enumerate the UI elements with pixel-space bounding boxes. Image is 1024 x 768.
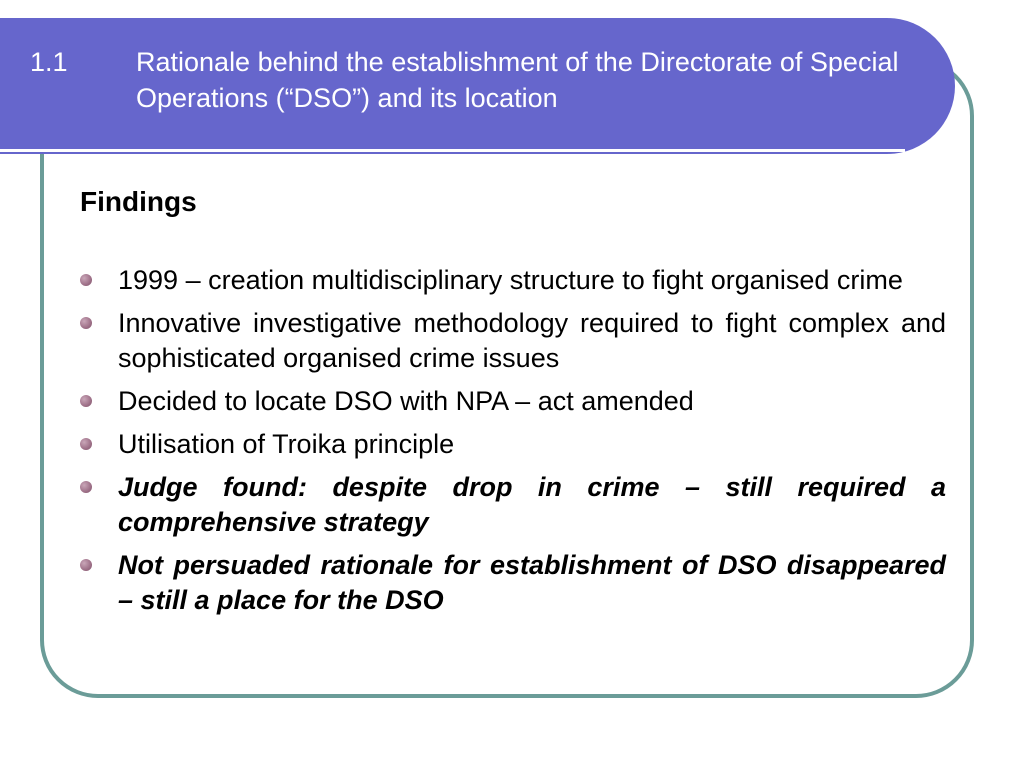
bullet-icon [80, 317, 92, 329]
findings-list [80, 263, 946, 626]
bullet-text: Judge found: despite drop in crime – still required a comprehensive strategy [118, 472, 946, 537]
bullet-item [80, 470, 946, 540]
bullet-icon [80, 481, 92, 493]
bullet-text: Innovative investigative methodology required to fight complex and sophisticated organised crime issues [118, 308, 946, 373]
bullet-text: Utilisation of Troika principle [118, 429, 455, 459]
bullet-item [80, 384, 946, 419]
findings-heading: Findings [80, 186, 197, 217]
bullet-item [80, 306, 946, 376]
bullet-text: Decided to locate DSO with NPA – act amended [118, 386, 694, 416]
slide-title: Rationale behind the establishment of the Directorate of Special Operations (“DSO”) and its location [136, 47, 899, 113]
bullet-icon [80, 274, 92, 286]
bullet-icon [80, 395, 92, 407]
bullet-item [80, 548, 946, 618]
bullet-text: Not persuaded rationale for establishment of DSO disappeared – still a place for the DSO [118, 550, 946, 615]
bullet-item [80, 263, 946, 298]
bullet-item [80, 427, 946, 462]
bullet-icon [80, 559, 92, 571]
bullet-icon [80, 438, 92, 450]
section-number: 1.1 [30, 47, 68, 77]
bullet-text: 1999 – creation multidisciplinary structure to fight organised crime [118, 265, 903, 295]
title-underline [0, 149, 905, 152]
